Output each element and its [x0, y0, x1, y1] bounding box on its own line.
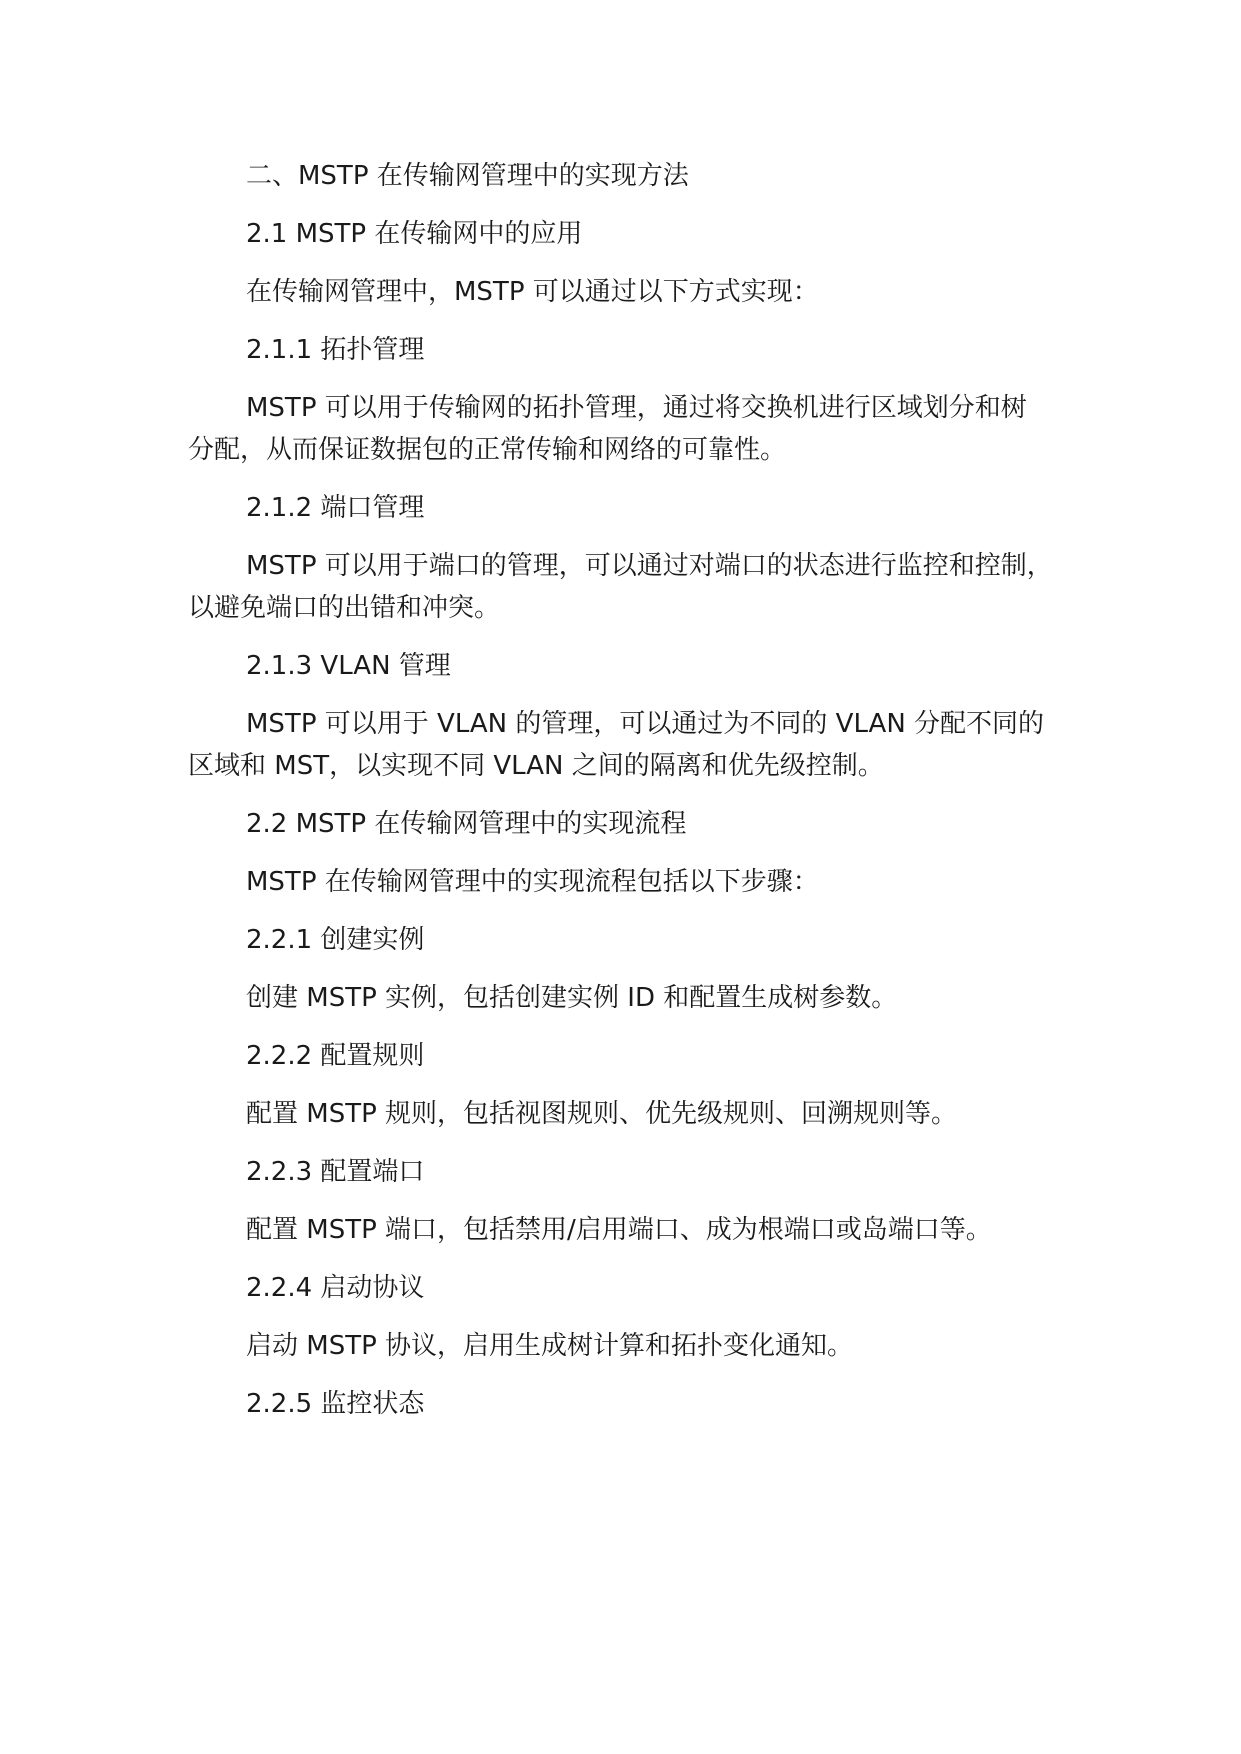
heading-2-2-1: 2.2.1 创建实例 — [246, 925, 425, 955]
paragraph-2-1-3-line-2: 区域和 MST，以实现不同 VLAN 之间的隔离和优先级控制。 — [188, 751, 884, 781]
heading-2-1-3: 2.1.3 VLAN 管理 — [246, 651, 451, 681]
heading-2-2-3: 2.2.3 配置端口 — [246, 1157, 425, 1187]
paragraph-2-1-3-line-1: MSTP 可以用于 VLAN 的管理，可以通过为不同的 VLAN 分配不同的 — [246, 709, 1045, 739]
paragraph-2-2-4: 启动 MSTP 协议，启用生成树计算和拓扑变化通知。 — [246, 1331, 854, 1361]
heading-2-2-2: 2.2.2 配置规则 — [246, 1041, 425, 1071]
heading-2-2-5: 2.2.5 监控状态 — [246, 1389, 425, 1419]
paragraph-2-1-1-line-1: MSTP 可以用于传输网的拓扑管理，通过将交换机进行区域划分和树 — [246, 393, 1027, 423]
paragraph-2-1-1-line-2: 分配，从而保证数据包的正常传输和网络的可靠性。 — [188, 435, 787, 465]
heading-2-1-2: 2.1.2 端口管理 — [246, 493, 425, 523]
heading-2-1: 2.1 MSTP 在传输网中的应用 — [246, 219, 583, 249]
paragraph-2-1-2-line-1: MSTP 可以用于端口的管理，可以通过对端口的状态进行监控和控制， — [246, 551, 1053, 581]
paragraph-2-2-3: 配置 MSTP 端口，包括禁用/启用端口、成为根端口或岛端口等。 — [246, 1215, 992, 1245]
paragraph-2-1-intro: 在传输网管理中，MSTP 可以通过以下方式实现： — [246, 277, 819, 307]
paragraph-2-2-2: 配置 MSTP 规则，包括视图规则、优先级规则、回溯规则等。 — [246, 1099, 958, 1129]
heading-2-2: 2.2 MSTP 在传输网管理中的实现流程 — [246, 809, 687, 839]
heading-2-2-4: 2.2.4 启动协议 — [246, 1273, 425, 1303]
paragraph-2-1-2-line-2: 以避免端口的出错和冲突。 — [188, 593, 501, 623]
paragraph-2-2-1: 创建 MSTP 实例，包括创建实例 ID 和配置生成树参数。 — [246, 983, 898, 1013]
heading-2-1-1: 2.1.1 拓扑管理 — [246, 335, 425, 365]
section-title: 二、MSTP 在传输网管理中的实现方法 — [246, 161, 689, 191]
paragraph-2-2-intro: MSTP 在传输网管理中的实现流程包括以下步骤： — [246, 867, 819, 897]
